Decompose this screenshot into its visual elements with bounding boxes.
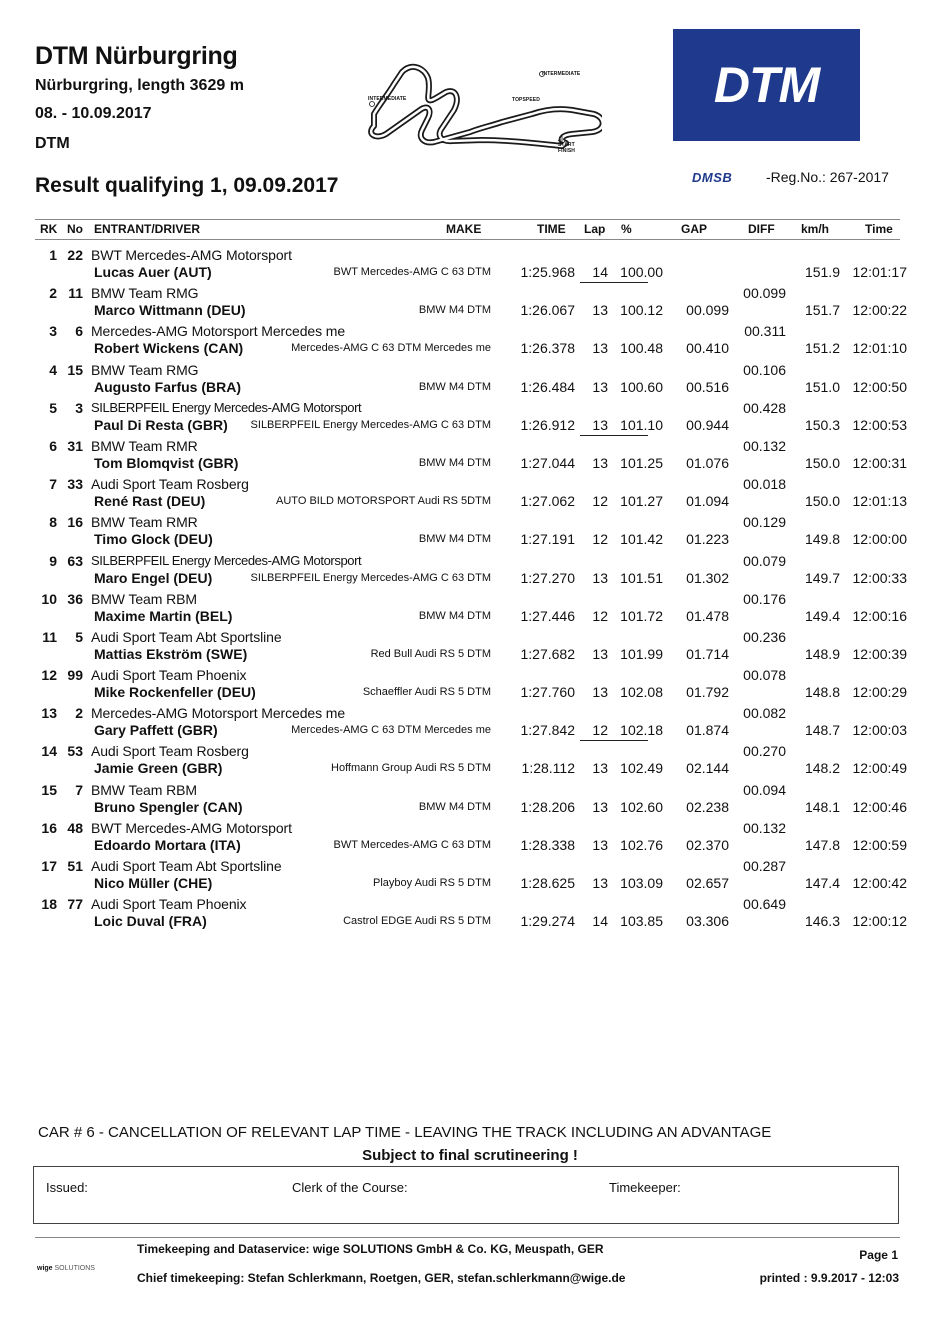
- clock-time: 12:00:59: [852, 836, 907, 853]
- clock-time: 12:00:33: [852, 569, 907, 586]
- diff: 00.129: [743, 514, 786, 531]
- lap-time: 1:26.378: [520, 340, 575, 357]
- team-name: SILBERPFEIL Energy Mercedes-AMG Motorsport: [91, 552, 362, 568]
- lap-number: 13: [592, 684, 608, 701]
- driver-name: Bruno Spengler (CAN): [94, 798, 243, 815]
- car-number: 22: [67, 247, 83, 263]
- speed-kmh: 148.9: [804, 645, 840, 662]
- lap-number: 12: [592, 722, 608, 739]
- clock-time: 12:00:42: [852, 875, 907, 891]
- col-time: TIME: [537, 222, 566, 236]
- speed-kmh: 150.0: [804, 454, 840, 471]
- speed-kmh: 150.0: [804, 493, 840, 510]
- speed-kmh: 146.3: [804, 913, 840, 930]
- percent: 103.09: [620, 875, 663, 891]
- driver-name: Jamie Green (GBR): [94, 760, 223, 777]
- lap-number: 13: [592, 836, 608, 853]
- car-make: Red Bull Audi RS 5 DTM: [370, 647, 491, 660]
- car-make: AUTO BILD MOTORSPORT Audi RS 5DTM: [276, 495, 491, 508]
- diff: 00.649: [743, 896, 786, 913]
- wige-suffix: SOLUTIONS: [54, 1265, 95, 1272]
- car-number: 33: [67, 476, 83, 493]
- speed-kmh: 147.4: [804, 875, 840, 891]
- percent: 100.12: [620, 302, 663, 319]
- signature-box: [33, 1166, 899, 1224]
- car-number: 31: [67, 437, 83, 454]
- driver-name: Edoardo Mortara (ITA): [94, 836, 241, 853]
- car-number: 2: [75, 705, 83, 722]
- team-name: Audi Sport Team Rosberg: [91, 476, 249, 493]
- clock-time: 12:00:50: [852, 378, 907, 395]
- gap: 01.094: [686, 493, 729, 510]
- result-row: [0, 474, 940, 512]
- speed-kmh: 148.2: [804, 760, 840, 777]
- gap: 01.792: [686, 684, 729, 701]
- lap-time: 1:28.338: [520, 836, 575, 853]
- percent: 101.42: [620, 531, 663, 548]
- result-title: Result qualifying 1, 09.09.2017: [35, 174, 339, 197]
- speed-kmh: 151.0: [804, 378, 840, 395]
- lap-time: 1:26.912: [520, 416, 575, 433]
- lap-time: 1:28.625: [520, 875, 575, 891]
- result-row: [0, 894, 940, 932]
- result-row: [0, 283, 940, 321]
- header-rule-bottom: [35, 239, 900, 240]
- percent: 100.48: [620, 340, 663, 357]
- percent: 101.99: [620, 645, 663, 662]
- driver-name: Marco Wittmann (DEU): [94, 302, 246, 319]
- percent: 103.85: [620, 913, 663, 930]
- percent: 101.51: [620, 569, 663, 586]
- driver-name: René Rast (DEU): [94, 493, 206, 510]
- diff: 00.132: [743, 819, 786, 836]
- driver-name: Maro Engel (DEU): [94, 569, 213, 586]
- lap-number: 13: [592, 378, 608, 395]
- lap-time: 1:28.112: [521, 760, 575, 777]
- car-make: Castrol EDGE Audi RS 5 DTM: [343, 915, 491, 928]
- col-clock: Time: [865, 222, 893, 236]
- lap-time: 1:29.274: [520, 913, 575, 930]
- result-row: [0, 398, 940, 436]
- lap-number: 12: [592, 531, 608, 548]
- car-make: BWT Mercedes-AMG C 63 DTM: [333, 266, 491, 278]
- driver-name: Mattias Ekström (SWE): [94, 645, 248, 662]
- gap: 01.714: [686, 645, 729, 662]
- driver-name: Maxime Martin (BEL): [94, 607, 233, 624]
- speed-kmh: 148.8: [804, 684, 840, 701]
- dataservice-text: Timekeeping and Dataservice: wige SOLUTIONS GmbH & Co. KG, Meuspath, GER: [137, 1242, 604, 1256]
- car-number: 15: [67, 361, 83, 378]
- header-rule-top: [35, 219, 900, 220]
- clock-time: 12:00:03: [852, 722, 907, 739]
- intermediate-label-right: INTERMEDIATE: [542, 71, 581, 77]
- car-make: BWT Mercedes-AMG C 63 DTM: [333, 838, 491, 851]
- team-name: Mercedes-AMG Motorsport Mercedes me: [91, 705, 346, 722]
- rank: 15: [41, 781, 57, 798]
- car-make: BMW M4 DTM: [418, 800, 491, 813]
- car-number: 99: [67, 667, 83, 684]
- circuit-info: Nürburgring, length 3629 m: [35, 77, 244, 94]
- gap: 00.944: [686, 416, 729, 433]
- footer-rule: [35, 1237, 900, 1238]
- team-name: Audi Sport Team Rosberg: [91, 743, 249, 760]
- col-pct: %: [621, 222, 632, 236]
- rank: 12: [41, 667, 57, 684]
- rank: 8: [49, 514, 57, 531]
- finish-label: FINISH: [558, 148, 575, 154]
- car-number: 63: [67, 552, 83, 569]
- result-row: [0, 321, 940, 359]
- clock-time: 12:00:39: [852, 645, 907, 662]
- diff: 00.018: [743, 476, 786, 493]
- gap: 02.144: [686, 760, 729, 777]
- team-name: BMW Team RMG: [91, 285, 199, 302]
- printed-timestamp: printed : 9.9.2017 - 12:03: [759, 1271, 899, 1285]
- gap: 01.874: [686, 722, 729, 739]
- car-number: 3: [75, 399, 83, 416]
- car-make: BMW M4 DTM: [418, 533, 491, 546]
- car-number: 7: [75, 781, 83, 798]
- car-number: 6: [75, 323, 83, 340]
- rank: 18: [41, 896, 57, 913]
- gap: 02.238: [686, 798, 729, 815]
- lap-number: 13: [592, 302, 608, 319]
- speed-kmh: 149.4: [804, 607, 840, 624]
- clock-time: 12:00:12: [852, 913, 907, 930]
- driver-name: Augusto Farfus (BRA): [94, 378, 241, 395]
- lap-time: 1:26.067: [520, 302, 575, 319]
- percent: 102.76: [620, 836, 663, 853]
- rank: 10: [41, 590, 57, 607]
- rank: 5: [49, 399, 57, 416]
- lap-time: 1:27.270: [520, 569, 575, 586]
- car-number: 16: [67, 514, 83, 531]
- gap: 00.410: [686, 340, 729, 357]
- diff: 00.176: [743, 590, 786, 607]
- speed-kmh: 151.2: [804, 340, 840, 357]
- col-rk: RK: [40, 222, 58, 236]
- event-dates: 08. - 10.09.2017: [35, 105, 152, 122]
- lap-time: 1:28.206: [520, 798, 575, 815]
- scrutineering-note: Subject to final scrutineering !: [362, 1147, 578, 1164]
- clock-time: 12:00:29: [852, 684, 907, 701]
- result-row: [0, 780, 940, 818]
- car-number: 53: [67, 743, 83, 760]
- dtm-logo: DTM: [673, 29, 860, 141]
- diff: 00.270: [743, 743, 786, 760]
- driver-name: Paul Di Resta (GBR): [94, 416, 228, 433]
- col-gap: GAP: [681, 222, 708, 236]
- clock-time: 12:01:17: [852, 264, 907, 280]
- diff: 00.311: [744, 323, 786, 340]
- team-name: Audi Sport Team Phoenix: [91, 667, 247, 684]
- lap-number: 14: [592, 913, 608, 930]
- driver-name: Loic Duval (FRA): [94, 913, 207, 930]
- team-name: SILBERPFEIL Energy Mercedes-AMG Motorsport: [91, 399, 362, 415]
- lap-number: 13: [592, 645, 608, 662]
- result-row: [0, 665, 940, 703]
- issued-label: Issued:: [46, 1180, 88, 1195]
- gap: 01.302: [686, 569, 729, 586]
- result-row: [0, 512, 940, 550]
- car-number: 5: [75, 628, 83, 645]
- result-row: [0, 627, 940, 665]
- car-make: Playboy Audi RS 5 DTM: [373, 877, 491, 889]
- chief-timekeeping-text: Chief timekeeping: Stefan Schlerkmann, Roetgen, GER, stefan.schlerkmann@wige.de: [137, 1271, 626, 1285]
- diff: 00.132: [743, 437, 786, 454]
- car-number: 36: [67, 590, 83, 607]
- lap-number: 13: [592, 760, 608, 777]
- team-name: BMW Team RMR: [91, 437, 198, 454]
- percent: 102.60: [620, 798, 663, 815]
- result-row: [0, 818, 940, 856]
- speed-kmh: 150.3: [804, 416, 840, 433]
- result-row: [0, 360, 940, 398]
- gap: 01.223: [686, 531, 729, 548]
- col-no: No: [67, 222, 83, 236]
- percent: 100.60: [620, 378, 663, 395]
- driver-name: Tom Blomqvist (GBR): [94, 454, 239, 471]
- lap-time: 1:27.842: [520, 722, 575, 739]
- rank: 14: [41, 743, 57, 760]
- rank: 4: [49, 361, 57, 378]
- percent: 100.00: [620, 264, 663, 280]
- car-make: BMW M4 DTM: [418, 609, 491, 622]
- car-number: 11: [68, 285, 83, 302]
- team-name: Audi Sport Team Abt Sportsline: [91, 858, 282, 874]
- gap: 00.099: [686, 302, 729, 319]
- track-map: [362, 48, 602, 158]
- car-make: Hoffmann Group Audi RS 5 DTM: [331, 762, 491, 775]
- gap: 02.370: [686, 836, 729, 853]
- lap-number: 12: [592, 493, 608, 510]
- result-row: [0, 589, 940, 627]
- page-number: Page 1: [859, 1248, 898, 1262]
- car-make: Mercedes-AMG C 63 DTM Mercedes me: [291, 342, 491, 355]
- diff: 00.236: [743, 628, 786, 645]
- car-make: BMW M4 DTM: [418, 304, 491, 317]
- gap: 01.478: [686, 607, 729, 624]
- rank: 7: [49, 476, 57, 493]
- rank: 17: [41, 858, 57, 874]
- rank: 11: [42, 628, 57, 645]
- speed-kmh: 151.9: [804, 264, 840, 280]
- rank: 3: [49, 323, 57, 340]
- lap-time: 1:27.062: [520, 493, 575, 510]
- speed-kmh: 151.7: [804, 302, 840, 319]
- lap-time: 1:27.044: [520, 454, 575, 471]
- result-row: [0, 856, 940, 894]
- diff: 00.287: [743, 858, 786, 874]
- diff: 00.082: [743, 705, 786, 722]
- rank: 2: [49, 285, 57, 302]
- car-make: Mercedes-AMG C 63 DTM Mercedes me: [291, 724, 491, 737]
- result-row: [0, 741, 940, 779]
- clock-time: 12:00:53: [852, 416, 907, 433]
- gap: 01.076: [686, 454, 729, 471]
- diff: 00.079: [743, 552, 786, 569]
- car-make: BMW M4 DTM: [418, 456, 491, 469]
- gap: 03.306: [686, 913, 729, 930]
- percent: 102.08: [620, 684, 663, 701]
- diff: 00.428: [743, 399, 786, 416]
- col-entrant: ENTRANT/DRIVER: [94, 222, 201, 236]
- lap-time: 1:27.446: [520, 607, 575, 624]
- team-name: Audi Sport Team Phoenix: [91, 896, 247, 913]
- driver-name: Robert Wickens (CAN): [94, 340, 244, 357]
- col-kmh: km/h: [801, 222, 830, 236]
- clock-time: 12:01:13: [852, 493, 907, 510]
- dmsb-logo: DMSB: [692, 170, 733, 185]
- cancellation-note: CAR # 6 - CANCELLATION OF RELEVANT LAP TIME - LEAVING THE TRACK INCLUDING AN ADVANTAGE: [38, 1124, 772, 1141]
- gap: 00.516: [686, 378, 729, 395]
- rank: 6: [49, 437, 57, 454]
- lap-number: 13: [592, 454, 608, 471]
- car-make: Schaeffler Audi RS 5 DTM: [362, 686, 491, 699]
- event-title: DTM Nürburgring: [35, 42, 238, 70]
- start-label: START: [558, 142, 575, 148]
- gap: 02.657: [686, 875, 729, 891]
- driver-name: Lucas Auer (AUT): [94, 264, 212, 280]
- percent: 101.72: [620, 607, 663, 624]
- col-lap: Lap: [584, 222, 606, 236]
- driver-name: Timo Glock (DEU): [94, 531, 213, 548]
- topspeed-label: TOPSPEED: [512, 97, 540, 103]
- clock-time: 12:00:49: [852, 760, 907, 777]
- clock-time: 12:00:00: [852, 531, 907, 548]
- car-number: 51: [67, 858, 83, 874]
- result-row: [0, 703, 940, 741]
- lap-time: 1:26.484: [520, 378, 575, 395]
- lap-number: 13: [592, 875, 608, 891]
- timekeeper-label: Timekeeper:: [609, 1180, 681, 1195]
- speed-kmh: 149.8: [804, 531, 840, 548]
- result-row: [0, 245, 940, 283]
- team-name: Audi Sport Team Abt Sportsline: [91, 628, 282, 645]
- percent: 102.49: [620, 760, 663, 777]
- lap-number: 13: [592, 798, 608, 815]
- team-name: BWT Mercedes-AMG Motorsport: [91, 247, 292, 263]
- team-name: BMW Team RBM: [91, 781, 197, 798]
- clock-time: 12:00:16: [852, 607, 907, 624]
- diff: 00.078: [743, 667, 786, 684]
- car-make: BMW M4 DTM: [418, 380, 491, 393]
- lap-time: 1:25.968: [520, 264, 575, 280]
- wige-brand: wige: [37, 1265, 53, 1272]
- car-make: SILBERPFEIL Energy Mercedes-AMG C 63 DTM: [250, 418, 491, 431]
- result-row: [0, 436, 940, 474]
- speed-kmh: 149.7: [804, 569, 840, 586]
- team-name: BWT Mercedes-AMG Motorsport: [91, 819, 292, 836]
- wige-logo: [37, 1265, 95, 1272]
- driver-name: Gary Paffett (GBR): [94, 722, 218, 739]
- clerk-label: Clerk of the Course:: [292, 1180, 408, 1195]
- intermediate-label-left: INTERMEDIATE: [368, 96, 407, 102]
- col-diff: DIFF: [748, 222, 775, 236]
- percent: 101.25: [620, 454, 663, 471]
- percent: 102.18: [620, 722, 663, 739]
- rank: 1: [49, 247, 57, 263]
- clock-time: 12:00:46: [852, 798, 907, 815]
- lap-time: 1:27.760: [520, 684, 575, 701]
- lap-time: 1:27.191: [520, 531, 575, 548]
- car-number: 48: [67, 819, 83, 836]
- speed-kmh: 148.7: [804, 722, 840, 739]
- car-make: SILBERPFEIL Energy Mercedes-AMG C 63 DTM: [250, 571, 491, 584]
- lap-number: 13: [592, 569, 608, 586]
- clock-time: 12:01:10: [852, 340, 907, 357]
- registration-number: -Reg.No.: 267-2017: [766, 169, 889, 185]
- result-row: [0, 551, 940, 589]
- diff: 00.106: [743, 361, 786, 378]
- clock-time: 12:00:22: [852, 302, 907, 319]
- team-name: BMW Team RBM: [91, 590, 197, 607]
- lap-time: 1:27.682: [520, 645, 575, 662]
- team-name: Mercedes-AMG Motorsport Mercedes me: [91, 323, 346, 340]
- rank: 16: [41, 819, 57, 836]
- lap-number: 13: [592, 416, 608, 433]
- percent: 101.10: [620, 416, 663, 433]
- team-name: BMW Team RMR: [91, 514, 198, 531]
- percent: 101.27: [620, 493, 663, 510]
- lap-number: 13: [592, 340, 608, 357]
- rank: 9: [49, 552, 57, 569]
- speed-kmh: 147.8: [804, 836, 840, 853]
- speed-kmh: 148.1: [804, 798, 840, 815]
- team-name: BMW Team RMG: [91, 361, 199, 378]
- lap-number: 12: [592, 607, 608, 624]
- diff: 00.094: [743, 781, 786, 798]
- clock-time: 12:00:31: [852, 454, 907, 471]
- driver-name: Mike Rockenfeller (DEU): [94, 684, 256, 701]
- col-make: MAKE: [446, 222, 482, 236]
- car-number: 77: [67, 896, 83, 913]
- lap-number: 14: [592, 264, 608, 280]
- series-name: DTM: [35, 135, 70, 152]
- results-table: [0, 245, 940, 932]
- diff: 00.099: [743, 285, 786, 302]
- driver-name: Nico Müller (CHE): [94, 875, 213, 891]
- rank: 13: [41, 705, 57, 722]
